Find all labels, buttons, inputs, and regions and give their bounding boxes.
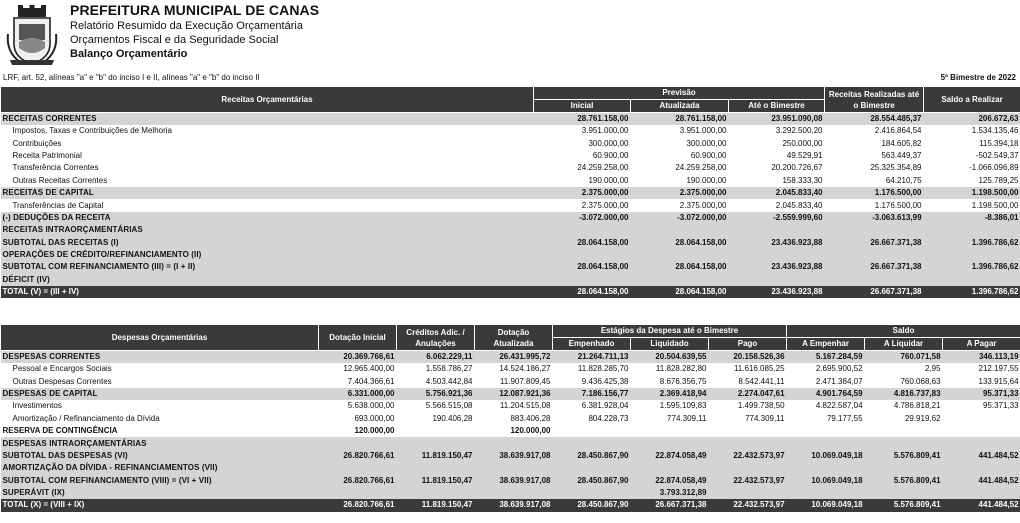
row-value: 6.331.000,00 xyxy=(319,388,397,400)
row-value xyxy=(534,224,631,236)
row-value: 28.064.158,00 xyxy=(534,261,631,273)
table-row xyxy=(1,137,1020,149)
row-value xyxy=(825,224,924,236)
row-value: 158.333,30 xyxy=(782,175,823,185)
row-value: 10.069.049,18 xyxy=(787,499,865,511)
table-row xyxy=(1,274,1020,286)
row-value: 2.375.000,00 xyxy=(679,200,727,210)
row-value xyxy=(397,462,475,474)
row-value: 8.676.356,75 xyxy=(659,376,707,386)
row-value: 79.177,55 xyxy=(826,413,863,423)
row-label: Outras Despesas Correntes xyxy=(12,376,112,386)
col-a-empenhar: A Empenhar xyxy=(787,338,865,351)
row-value: -2.559.999,60 xyxy=(729,212,825,224)
row-value: 23.436.923,88 xyxy=(729,261,825,273)
row-value: 26.667.371,38 xyxy=(631,499,709,511)
row-value xyxy=(943,425,1020,437)
row-value: 22.874.058,49 xyxy=(631,450,709,462)
row-value: 28.450.867,90 xyxy=(553,450,631,462)
row-value: 3.951.000,00 xyxy=(679,126,727,136)
report-period: 5º Bimestre de 2022 xyxy=(940,73,1016,82)
row-value xyxy=(709,437,787,449)
col-saldo-realizar: Saldo a Realizar xyxy=(924,87,1020,113)
row-value xyxy=(631,437,709,449)
row-value: 441.484,52 xyxy=(943,450,1020,462)
row-value: 693.000,00 xyxy=(354,413,395,423)
row-value: 115.394,18 xyxy=(979,138,1019,148)
row-value: 2.471.384,07 xyxy=(815,376,863,386)
col-a-pagar: A Pagar xyxy=(943,338,1020,351)
row-value: 20.504.639,55 xyxy=(631,351,709,364)
table-row xyxy=(1,437,1020,449)
row-value: 125.789,25 xyxy=(978,175,1019,185)
col-estagios: Estágios da Despesa até o Bimestre xyxy=(553,325,787,338)
row-value: 4.901.764,59 xyxy=(787,388,865,400)
row-value: -1.066.096,89 xyxy=(969,163,1019,173)
row-value xyxy=(943,413,1020,425)
report-header xyxy=(0,0,1020,70)
row-value xyxy=(397,425,475,437)
row-value xyxy=(729,224,825,236)
row-value: 8.542.441,11 xyxy=(738,376,785,386)
row-value xyxy=(729,249,825,261)
report-name: Balanço Orçamentário xyxy=(70,48,188,60)
row-value xyxy=(865,437,943,449)
row-label: AMORTIZAÇÃO DA DÍVIDA - REFINANCIAMENTOS (VII) xyxy=(1,462,319,474)
row-value: 11.616.085,25 xyxy=(733,364,785,374)
row-value: 1.198.500,00 xyxy=(924,187,1020,199)
row-label: DESPESAS DE CAPITAL xyxy=(1,388,319,400)
row-value: 11.828.285,70 xyxy=(577,364,629,374)
table-row xyxy=(1,487,1020,499)
row-value: 20.369.766,61 xyxy=(319,351,397,364)
row-value: 28.761.158,00 xyxy=(534,113,631,126)
row-value: 7.186.156,77 xyxy=(553,388,631,400)
row-value: 22.432.573,97 xyxy=(709,499,787,511)
row-value: 4.503.442,84 xyxy=(425,376,473,386)
row-value xyxy=(631,425,709,437)
row-value: 1.534.135,46 xyxy=(971,126,1019,136)
table-row xyxy=(1,499,1020,511)
row-value xyxy=(787,487,865,499)
table-row xyxy=(1,212,1020,224)
row-value xyxy=(865,487,943,499)
row-value: 190.000,00 xyxy=(686,175,727,185)
row-value: -502.549,37 xyxy=(975,150,1019,160)
row-value: 26.667.371,38 xyxy=(825,286,924,298)
row-value: 22.874.058,49 xyxy=(631,475,709,487)
row-value: 28.064.158,00 xyxy=(534,286,631,298)
budget-scope: Orçamentos Fiscal e da Seguridade Social xyxy=(70,34,279,46)
row-value: 7.404.366,61 xyxy=(347,376,395,386)
row-value: 22.432.573,97 xyxy=(709,475,787,487)
row-value: 28.064.158,00 xyxy=(631,286,729,298)
report-subtitle: Relatório Resumido da Execução Orçamentária xyxy=(70,20,303,32)
row-value: 11.819.150,47 xyxy=(397,499,475,511)
row-value: 21.264.711,13 xyxy=(553,351,631,364)
row-value xyxy=(475,487,553,499)
row-value xyxy=(553,437,631,449)
table-row xyxy=(1,113,1020,126)
row-label: Outras Receitas Correntes xyxy=(12,175,108,185)
col-saldo: Saldo xyxy=(787,325,1020,338)
row-value xyxy=(943,487,1020,499)
row-value: 2.375.000,00 xyxy=(534,187,631,199)
row-value: 20.158.526,36 xyxy=(709,351,787,364)
row-label: DESPESAS INTRAORÇAMENTÁRIAS xyxy=(1,437,319,449)
row-value: 774.309,11 xyxy=(745,413,785,423)
row-value xyxy=(787,425,865,437)
row-value: 23.436.923,88 xyxy=(729,286,825,298)
row-value: 883.406,28 xyxy=(510,413,551,423)
row-label: Investimentos xyxy=(12,401,62,411)
row-value xyxy=(631,274,729,286)
municipality-title: PREFEITURA MUNICIPAL DE CANAS xyxy=(70,2,320,18)
row-value: 804.228,73 xyxy=(588,413,629,423)
row-value: 5.167.284,59 xyxy=(787,351,865,364)
row-value xyxy=(475,462,553,474)
coat-of-arms-icon xyxy=(6,4,58,66)
row-value: 28.761.158,00 xyxy=(631,113,729,126)
row-value: 22.432.573,97 xyxy=(709,450,787,462)
row-value xyxy=(865,462,943,474)
row-value: 26.667.371,38 xyxy=(825,261,924,273)
table-row xyxy=(1,286,1020,298)
row-value: 4.822.587,04 xyxy=(815,401,863,411)
row-value: 1.558.786,27 xyxy=(425,364,473,374)
row-label: (-) DEDUÇÕES DA RECEITA xyxy=(1,212,534,224)
row-value: 95.371,33 xyxy=(982,401,1019,411)
row-value: -3.063.613,99 xyxy=(825,212,924,224)
row-label: DESPESAS CORRENTES xyxy=(1,351,319,364)
row-value: 2.375.000,00 xyxy=(581,200,629,210)
row-value: 1.198.500,00 xyxy=(971,200,1019,210)
row-value xyxy=(553,425,631,437)
row-value: 2.274.047,61 xyxy=(709,388,787,400)
row-value: 133.915,64 xyxy=(978,376,1019,386)
row-label: SUBTOTAL DAS DESPESAS (VI) xyxy=(1,450,319,462)
row-value: 1.595.109,83 xyxy=(659,401,707,411)
row-value: 190.000,00 xyxy=(588,175,629,185)
row-value xyxy=(397,437,475,449)
table-row xyxy=(1,249,1020,261)
row-value: 26.667.371,38 xyxy=(825,237,924,249)
col-a-liquidar: A Liquidar xyxy=(865,338,943,351)
row-value: 2.375.000,00 xyxy=(631,187,729,199)
row-label: RECEITAS INTRAORÇAMENTÁRIAS xyxy=(1,224,534,236)
row-value: 49.529,91 xyxy=(786,150,823,160)
row-value: 5.638.000,00 xyxy=(347,401,395,411)
row-value xyxy=(534,249,631,261)
row-label: SUBTOTAL DAS RECEITAS (I) xyxy=(1,237,534,249)
table-row xyxy=(1,175,1020,187)
legal-reference: LRF, art. 52, alíneas "a" e "b" do inciso I e II, alíneas "a" e "b" do inciso II xyxy=(3,73,260,82)
row-value: 120.000,00 xyxy=(475,425,553,437)
row-value: -8.386,01 xyxy=(924,212,1020,224)
row-value: 5.756.921,36 xyxy=(397,388,475,400)
row-value: 2.045.833,40 xyxy=(729,187,825,199)
row-value xyxy=(709,487,787,499)
row-value: 64.210,75 xyxy=(885,175,922,185)
row-label: RECEITAS CORRENTES xyxy=(1,113,534,126)
row-value: 1.176.500,00 xyxy=(874,200,922,210)
row-value: 6.062.229,11 xyxy=(397,351,475,364)
row-value: 190.406,28 xyxy=(432,413,473,423)
row-value: 38.639.917,08 xyxy=(475,450,553,462)
revenue-table xyxy=(0,86,1020,298)
row-value: 760.071,58 xyxy=(865,351,943,364)
row-value xyxy=(319,462,397,474)
table-row xyxy=(1,413,1020,425)
row-value xyxy=(631,224,729,236)
col-inicial: Inicial xyxy=(534,100,631,113)
col-pago: Pago xyxy=(709,338,787,351)
row-label: SUPERÁVIT (IX) xyxy=(1,487,319,499)
row-value: 60.900,00 xyxy=(592,150,629,160)
row-value: 11.819.150,47 xyxy=(397,475,475,487)
row-value: 2.416.864,54 xyxy=(874,126,922,136)
row-value: 26.820.766,61 xyxy=(319,499,397,511)
row-value: -3.072.000,00 xyxy=(534,212,631,224)
row-label: RESERVA DE CONTINGÊNCIA xyxy=(1,425,319,437)
row-value: 212.197,55 xyxy=(978,364,1019,374)
row-value: 28.064.158,00 xyxy=(534,237,631,249)
row-value: 2.369.418,94 xyxy=(631,388,709,400)
row-value: 3.292.500,20 xyxy=(775,126,823,136)
row-label: SUBTOTAL COM REFINANCIAMENTO (VIII) = (VI + VII) xyxy=(1,475,319,487)
table-row xyxy=(1,425,1020,437)
row-label: Contribuições xyxy=(12,138,62,148)
col-empenhado: Empenhado xyxy=(553,338,631,351)
row-value xyxy=(943,437,1020,449)
row-value: 4.786.818,21 xyxy=(893,401,941,411)
row-value xyxy=(924,224,1020,236)
row-value: 2.045.833,40 xyxy=(775,200,823,210)
row-value: 23.436.923,88 xyxy=(729,237,825,249)
row-value: 10.069.049,18 xyxy=(787,475,865,487)
table-row xyxy=(1,450,1020,462)
row-value: 28.064.158,00 xyxy=(631,261,729,273)
row-value: 95.371,33 xyxy=(943,388,1020,400)
col-dotacao-inicial: Dotação Inicial xyxy=(319,325,397,351)
row-value: 11.828.282,80 xyxy=(655,364,707,374)
row-value: 250.000,00 xyxy=(782,138,823,148)
col-despesas: Despesas Orçamentárias xyxy=(1,325,319,351)
row-value xyxy=(553,487,631,499)
row-value: 28.064.158,00 xyxy=(631,237,729,249)
row-value: 24.259.258,00 xyxy=(577,163,629,173)
row-value: 5.566.515,08 xyxy=(425,401,473,411)
col-receitas: Receitas Orçamentárias xyxy=(1,87,534,113)
table-row xyxy=(1,351,1020,364)
row-value xyxy=(631,462,709,474)
col-dotacao-atualizada: Dotação Atualizada xyxy=(475,325,553,351)
row-value xyxy=(319,487,397,499)
row-value: 774.309,11 xyxy=(667,413,707,423)
table-row xyxy=(1,388,1020,400)
table-row xyxy=(1,400,1020,412)
row-value: 38.639.917,08 xyxy=(475,499,553,511)
row-value: 441.484,52 xyxy=(943,475,1020,487)
row-value xyxy=(475,437,553,449)
row-value: 184.605,82 xyxy=(881,138,922,148)
row-value: 3.951.000,00 xyxy=(581,126,629,136)
row-value: 28.554.485,37 xyxy=(825,113,924,126)
row-value: 5.576.809,41 xyxy=(865,499,943,511)
row-value: 1.499.738,50 xyxy=(737,401,785,411)
row-value: 346.113,19 xyxy=(943,351,1020,364)
table-row xyxy=(1,162,1020,174)
row-value xyxy=(631,249,729,261)
table-row xyxy=(1,261,1020,273)
row-value: 60.900,00 xyxy=(690,150,727,160)
row-label: Pessoal e Encargos Sociais xyxy=(12,364,112,374)
row-value xyxy=(924,249,1020,261)
row-label: TOTAL (X) = (VIII + IX) xyxy=(1,499,319,511)
table-row xyxy=(1,237,1020,249)
row-value: 10.069.049,18 xyxy=(787,450,865,462)
row-label: Receita Patrimonial xyxy=(12,150,82,160)
row-value: 26.431.995,72 xyxy=(475,351,553,364)
row-value: 38.639.917,08 xyxy=(475,475,553,487)
row-value: 24.259.258,00 xyxy=(675,163,727,173)
row-value: 5.576.809,41 xyxy=(865,450,943,462)
table-row xyxy=(1,150,1020,162)
row-value: 441.484,52 xyxy=(943,499,1020,511)
row-value xyxy=(825,249,924,261)
row-value xyxy=(709,425,787,437)
row-value xyxy=(709,462,787,474)
row-value xyxy=(553,462,631,474)
col-liquidado: Liquidado xyxy=(631,338,709,351)
row-label: OPERAÇÕES DE CRÉDITO/REFINANCIAMENTO (II) xyxy=(1,249,534,261)
row-label: Transferências de Capital xyxy=(12,200,104,210)
table-row xyxy=(1,199,1020,211)
row-value: 2,95 xyxy=(924,364,941,374)
row-value xyxy=(924,274,1020,286)
table-row xyxy=(1,187,1020,199)
expense-table xyxy=(0,324,1020,512)
row-value xyxy=(865,425,943,437)
row-label: Amortização / Refinanciamento da Dívida xyxy=(12,413,160,423)
row-value: 5.576.809,41 xyxy=(865,475,943,487)
col-ate-bimestre: Até o Bimestre xyxy=(729,100,825,113)
row-value: 1.396.786,62 xyxy=(924,261,1020,273)
row-value: 11.819.150,47 xyxy=(397,450,475,462)
row-value: 120.000,00 xyxy=(319,425,397,437)
row-value: 14.524.186,27 xyxy=(499,364,551,374)
row-value: 563.449,37 xyxy=(881,150,922,160)
row-value: 23.951.090,08 xyxy=(729,113,825,126)
col-realizadas: Receitas Realizadas até o Bimestre xyxy=(825,87,924,113)
table-row xyxy=(1,475,1020,487)
row-value xyxy=(787,462,865,474)
row-value: 3.793.312,89 xyxy=(631,487,709,499)
table-row xyxy=(1,363,1020,375)
row-value xyxy=(534,274,631,286)
row-value: 300.000,00 xyxy=(588,138,629,148)
row-value: 9.436.425,38 xyxy=(581,376,629,386)
table-row xyxy=(1,125,1020,137)
row-value xyxy=(319,437,397,449)
row-value: 2.695.900,52 xyxy=(815,364,863,374)
row-value xyxy=(825,274,924,286)
row-value: 300.000,00 xyxy=(686,138,727,148)
row-value: 12.087.921,36 xyxy=(475,388,553,400)
row-value: 1.396.786,62 xyxy=(924,237,1020,249)
row-value: 11.907.809,45 xyxy=(499,376,551,386)
row-label: Transferência Correntes xyxy=(12,163,99,173)
row-value: 28.450.867,90 xyxy=(553,499,631,511)
table-row xyxy=(1,224,1020,236)
row-value: 25.325.354,89 xyxy=(870,163,922,173)
row-value: 1.396.786,62 xyxy=(924,286,1020,298)
row-value: 6.381.928,04 xyxy=(581,401,629,411)
row-value: 26.820.766,61 xyxy=(319,475,397,487)
row-value: 760.068,63 xyxy=(900,376,941,386)
row-value xyxy=(397,487,475,499)
row-value: 1.176.500,00 xyxy=(825,187,924,199)
row-label: DÉFICIT (IV) xyxy=(1,274,534,286)
row-value: 29.919,62 xyxy=(904,413,941,423)
row-value: 12.965.400,00 xyxy=(343,364,395,374)
row-label: RECEITAS DE CAPITAL xyxy=(1,187,534,199)
row-value: 11.204.515,08 xyxy=(499,401,551,411)
row-value: -3.072.000,00 xyxy=(631,212,729,224)
row-value: 206.672,63 xyxy=(924,113,1020,126)
col-previsao: Previsão xyxy=(534,87,825,100)
row-value xyxy=(729,274,825,286)
row-label: Impostos, Taxas e Contribuições de Melhoria xyxy=(12,126,172,136)
row-label: TOTAL (V) = (III + IV) xyxy=(1,286,534,298)
row-value: 28.450.867,90 xyxy=(553,475,631,487)
row-value: 26.820.766,61 xyxy=(319,450,397,462)
row-value xyxy=(787,437,865,449)
col-creditos: Créditos Adic. / Anulações xyxy=(397,325,475,351)
table-row xyxy=(1,375,1020,387)
col-atualizada: Atualizada xyxy=(631,100,729,113)
row-label: SUBTOTAL COM REFINANCIAMENTO (III) = (I + II) xyxy=(1,261,534,273)
table-row xyxy=(1,462,1020,474)
row-value: 4.816.737,83 xyxy=(865,388,943,400)
row-value xyxy=(943,462,1020,474)
row-value: 20.200.726,67 xyxy=(771,163,823,173)
